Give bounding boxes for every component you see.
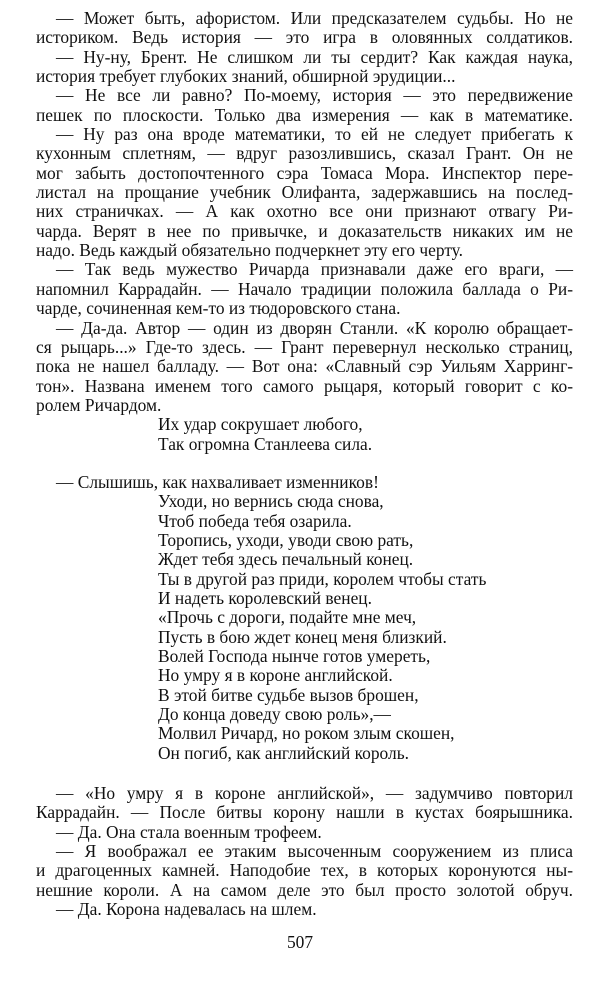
text-line: — Да. Корона надевалась на шлем.: [56, 899, 317, 920]
text-line: — Слышишь, как нахваливает изменников!: [56, 471, 379, 492]
text-line: — Ну-ну, Брент. Не слишком ли ты сердит? Как каждая наука,: [56, 46, 573, 67]
text-line: листал на прощание учебник Олифанта, задержавшись на послед-: [36, 182, 573, 203]
text-line: чарда. Верят в нее по привычке, и доказательств никаких им не: [36, 220, 573, 241]
text-line: нешние короли. А на самом деле это был просто золотой обруч.: [36, 879, 573, 900]
text-line: чарде, сочиненная кем-то из тюдоровского стана.: [36, 298, 401, 319]
text-line: тон». Названа именем того самого рыцаря, который говорит с ко-: [36, 375, 573, 396]
text-line: — «Но умру я в короне английской», — задумчиво повторил: [56, 783, 573, 804]
text-line: история требует глубоких знаний, обширной эрудиции...: [36, 66, 456, 87]
text-line: кухонным сплетням, — вдруг разозлившись, сказал Грант. Он не: [36, 143, 573, 164]
verse-line: Их удар сокрушает любого,: [158, 414, 363, 435]
verse-line: До конца доведу свою роль»,—: [158, 704, 391, 725]
verse-line: Ждет тебя здесь печальный конец.: [158, 549, 414, 570]
verse-line: Волей Господа нынче готов умереть,: [158, 646, 431, 666]
text-line: и драгоценных камней. Наподобие тех, в которых коронуются ны-: [36, 860, 573, 881]
text-line: — Да-да. Автор — один из дворян Станли. «К королю обращает-: [56, 317, 573, 338]
verse-line: Ты в другой раз приди, королем чтобы стать: [158, 568, 487, 589]
text-line: — Ну раз она вроде математики, то ей не следует прибегать к: [56, 124, 573, 145]
verse-line: Торопись, уходи, уводи свою рать,: [158, 529, 414, 550]
verse-line: Пусть в бою ждет конец меня близкий.: [158, 626, 447, 647]
book-page-text: [36, 9, 573, 919]
verse-line: Он погиб, как английский король.: [158, 742, 409, 763]
text-line: — Так ведь мужество Ричарда признавали даже его враги, —: [56, 259, 573, 280]
text-line: пешек по плоскости. Только два измерения — как в математике.: [36, 104, 573, 125]
verse-line: «Прочь с дороги, подайте мне меч,: [158, 607, 417, 628]
text-line: них страничках. — А как охотно все они признают отвагу Ри-: [36, 201, 573, 222]
verse-line: И надеть королевский венец.: [158, 587, 372, 608]
text-line: мог забыть достопочтенного сэра Томаса Мора. Инспектор пере-: [36, 162, 573, 183]
text-line: надо. Ведь каждый обязательно подчеркнет эту его черту.: [36, 240, 463, 261]
text-line: — Я воображал ее этаким высоченным сооружением из плиса: [56, 841, 573, 862]
verse-line: В этой битве судьбе вызов брошен,: [158, 684, 419, 705]
verse-line: Так огромна Станлеева сила.: [158, 433, 373, 454]
text-line: пока не нашел балладу. — Вот она: «Славный сэр Уильям Харринг-: [36, 356, 573, 377]
text-line: Каррадайн. — После битвы корону нашли в кустах боярышника.: [36, 802, 573, 823]
verse-line: Но умру я в короне английской.: [158, 665, 393, 686]
text-line: — Может быть, афористом. Или предсказателем судьбы. Но не: [56, 8, 573, 28]
text-line: напомнил Каррадайн. — Начало традиции положила баллада о Ри-: [36, 278, 573, 299]
text-line: ся рыцарь...» Где-то здесь. — Грант перевернул несколько страниц,: [36, 336, 573, 357]
text-line: — Да. Она стала военным трофеем.: [56, 821, 322, 842]
verse-line: Уходи, но вернись сюда снова,: [158, 491, 384, 512]
text-line: — Не все ли равно? По-моему, история — это передвижение: [56, 85, 573, 106]
verse-line: Молвил Ричард, но роком злым скошен,: [158, 723, 455, 744]
text-line: ролем Ричардом.: [36, 394, 162, 415]
page-number: 507: [286, 932, 314, 952]
verse-line: Чтоб победа тебя озарила.: [158, 510, 352, 531]
text-line: историком. Ведь история — это игра в оловянных солдатиков.: [36, 27, 573, 48]
